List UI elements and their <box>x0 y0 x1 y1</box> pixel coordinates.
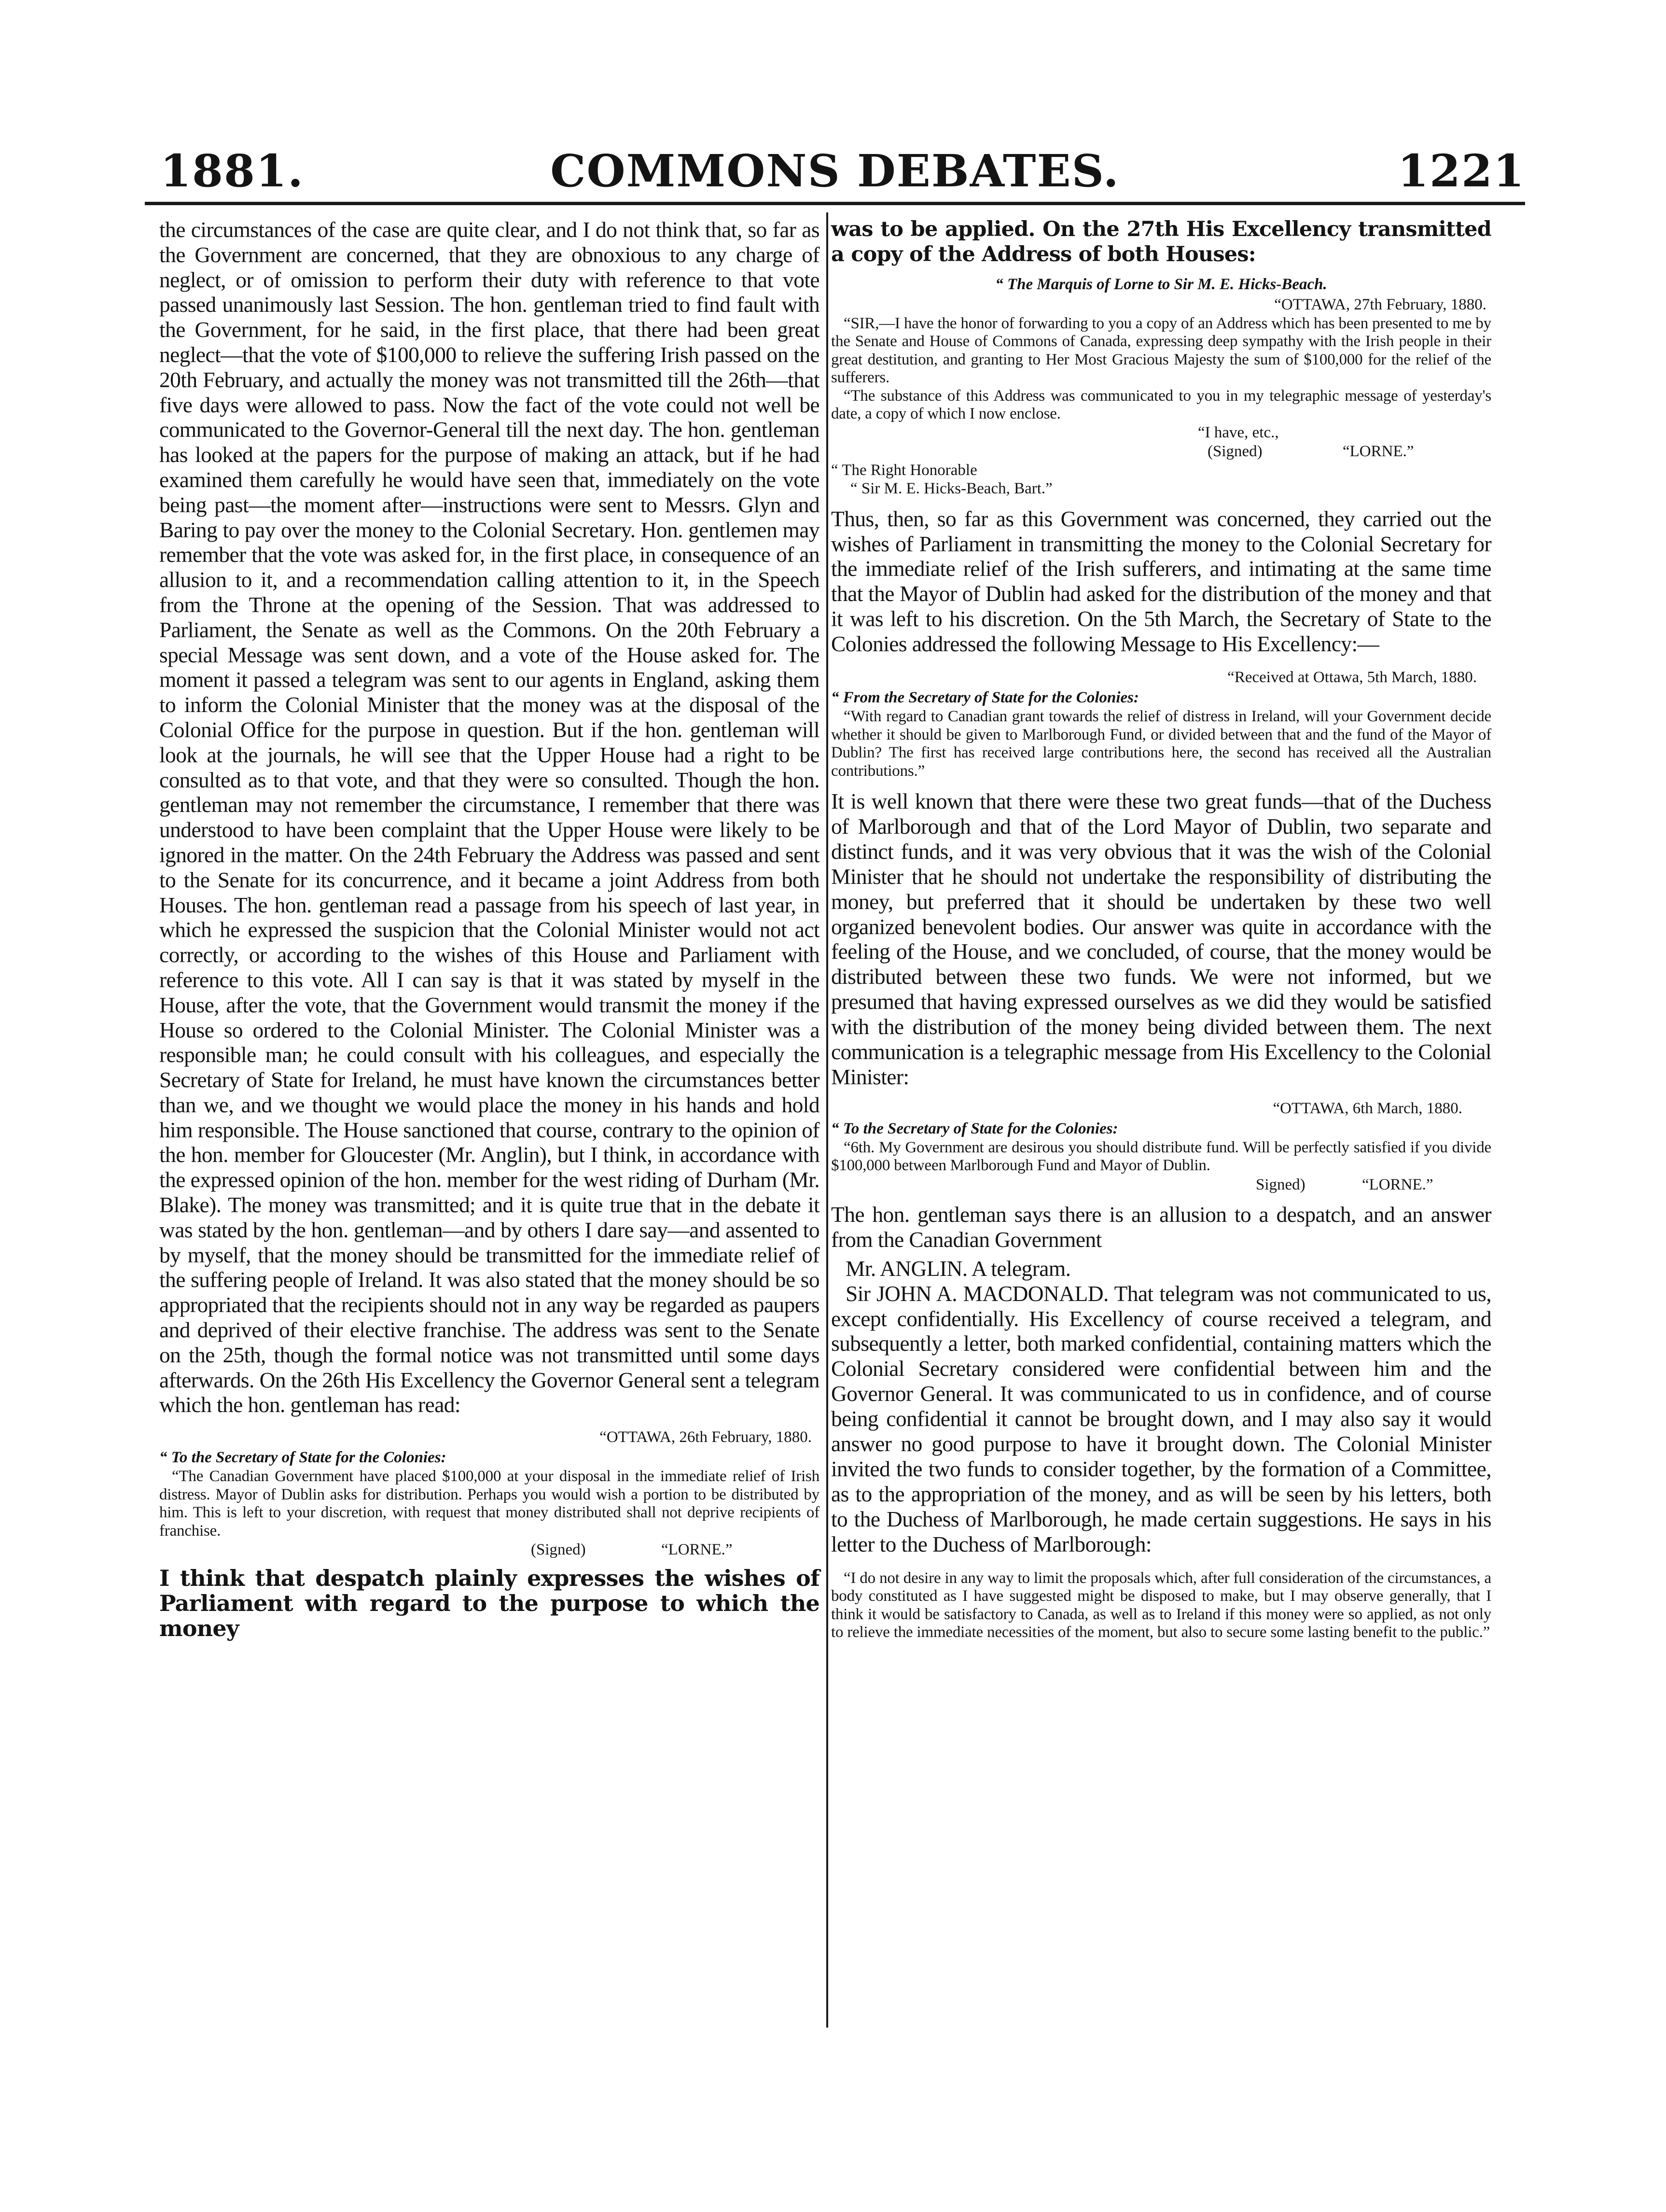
signer-name: “LORNE.” <box>661 1541 733 1559</box>
addressee-line: “ The Right Honorable <box>831 461 977 479</box>
left-column <box>159 217 819 1641</box>
quoted-letter: “I do not desire in any way to limit the proposals which, after full consideration of the circumstances, a body constituted as I have suggested might be disposed to make, but I may observe generally, that I think it would be satisfactory to Canada, as well as to Ireland if this money were so applied, as not only to relieve the immediate necessities of the moment, but also to secure some lasting benefit to the public.” <box>831 1569 1491 1641</box>
right-column <box>831 217 1491 1642</box>
page-header <box>145 145 1525 203</box>
body-paragraph: Sir JOHN A. MACDONALD. That telegram was not communicated to us, except confidentially. His Excellency of course received a telegram, and subsequently a letter, both marked confidential, containing matters which the Colonial Secretary considered were confidential between him and the Governor General. It was communicated to us in confidence, and of course being confidential it cannot be brought down, and I may also say it would answer no good purpose to have it brought down. The Colonial Minister invited the two funds to consider together, by the formation of a Committee, as to the appropriation of the money, and as will be seen by his letters, both to the Duchess of Marlborough, he made certain suggestions. He says in his letter to the Duchess of Marlborough: <box>831 1281 1491 1556</box>
letter-heading: “ The Marquis of Lorne to Sir M. E. Hicks-Beach. <box>995 275 1327 293</box>
signed-label: (Signed) <box>1208 442 1263 460</box>
addressee-line: “ To the Secretary of State for the Colonies: <box>159 1449 446 1467</box>
addressee-line: “ Sir M. E. Hicks-Beach, Bart.” <box>850 479 1053 497</box>
body-paragraph: The hon. gentleman says there is an allusion to a despatch, and an answer from the Canadian Government <box>831 1202 1491 1252</box>
signer-name: “LORNE.” <box>1343 442 1414 460</box>
header-title: COMMONS DEBATES. <box>550 145 1120 197</box>
body-paragraph: I think that despatch plainly expresses the wishes of Parliament with regard to the purpose to which the money <box>159 1565 819 1641</box>
speaker-line: Mr. ANGLIN. A telegram. <box>846 1256 1071 1281</box>
quoted-telegram: “The Canadian Government have placed $100,000 at your disposal in the immediate relief of Irish distress. Mayor of Dublin asks for distribution. Perhaps you would wish a portion to be distributed by him. This is left to your discretion, with request that money distributed shall not deprive recipients of franchise. <box>159 1468 819 1540</box>
sender-line: “ From the Secretary of State for the Colonies: <box>831 689 1139 707</box>
letter-body: “The substance of this Address was communicated to you in my telegraphic message of yesterday's date, a copy of which I now enclose. <box>831 387 1491 423</box>
signature-line <box>831 1175 1491 1194</box>
body-paragraph: Thus, then, so far as this Government was concerned, they carried out the wishes of Parliament in transmitting the money to the Colonial Secretary for the immediate relief of the Irish sufferers, and intimating at the same time that the Mayor of Dublin had asked for the distribution of the money and that it was left to his discretion. On the 5th March, the Secretary of State to the Colonies addressed the following Message to His Excellency:— <box>831 506 1491 657</box>
signed-label: Signed) <box>1256 1176 1305 1193</box>
dateline: “Received at Ottawa, 5th March, 1880. <box>1227 669 1477 686</box>
letter-closing: “I have, etc., <box>1198 423 1279 441</box>
body-paragraph: was to be applied. On the 27th His Excellency transmitted a copy of the Address of both Houses: <box>831 217 1491 266</box>
signer-name: “LORNE.” <box>1362 1176 1433 1193</box>
letter-body: “SIR,—I have the honor of forwarding to you a copy of an Address which has been presented to me by the Senate and House of Commons of Canada, expressing deep sympathy with the Irish people in their great destitution, and granting to Her Most Gracious Majesty the sum of $100,000 for the relief of the sufferers. <box>831 314 1491 387</box>
header-rule <box>145 202 1525 205</box>
addressee-line: “ To the Secretary of State for the Colonies: <box>831 1120 1118 1137</box>
dateline: “OTTAWA, 6th March, 1880. <box>1273 1099 1462 1117</box>
body-paragraph: It is well known that there were these two great funds—that of the Duchess of Marlborough and that of the Lord Mayor of Dublin, two separate and distinct funds, and it was very obvious that it was the wish of the Colonial Minister that he should not undertake the responsibility of distributing the money, but preferred that it should be undertaken by these two well organized benevolent bodies. Our answer was quite in accordance with the feeling of the House, and we concluded, of course, that the money would be distributed between these two funds. We were not informed, but we presumed that having expressed ourselves as we did they would be satisfied with the distribution of the money being divided between them. The next communication is a telegraphic message from His Excellency to the Colonial Minister: <box>831 789 1491 1089</box>
dateline: “OTTAWA, 27th February, 1880. <box>1274 295 1486 313</box>
body-paragraph: the circumstances of the case are quite clear, and I do not think that, so far as the Government are concerned, that they are obnoxious to any charge of neglect, or of omission to perform their duty with reference to that vote passed unanimously last Session. The hon. gentleman tried to find fault with the Government, for he said, in the first place, that there had been great neglect—that the vote of $100,000 to relieve the suffering Irish passed on the 20th February, and actually the money was not transmitted till the 26th—that five days were allowed to pass. Now the fact of the vote could not well be communicated to the Governor-General till the next day. The hon. gentleman has looked at the papers for the purpose of making an attack, but if he had examined them carefully he would have seen that, immediately on the vote being past—the moment after—instructions were sent to Messrs. Glyn and Baring to pay over the money to the Colonial Secretary. Hon. gentlemen may remember that the vote was asked for, in the first place, in consequence of an allusion to it, and a recommendation calling attention to it, in the Speech from the Throne at the opening of the Session. That was addressed to Parliament, the Senate as well as the Commons. On the 20th February a special Message was sent down, and a vote of the House asked for. The moment it passed a telegram was sent to our agents in England, asking them to inform the Colonial Minister that the money was at the disposal of the Colonial Office for the purpose in question. But if the hon. gentleman will look at the journals, he will see that the Upper House had a right to be consulted as to that vote, and that they were so consulted. Though the hon. gentleman may not remember the circumstance, I remember that there was understood to have been complaint that the Upper House were likely to be ignored in the matter. On the 24th February the Address was passed and sent to the Senate for its concurrence, and it became a joint Address from both Houses. The hon. gentleman read a passage from his speech of last year, in which he expressed the suspicion that the Colonial Minister would not act correctly, or according to the wishes of this House and Parliament with reference to this vote. All I can say is that it was stated by myself in the House, after the vote, that the Government would transmit the money if the House so ordered to the Colonial Minister. The Colonial Minister was a responsible man; he could consult with his colleagues, and especially the Secretary of State for Ireland, he must have known the circumstances better than we, and we thought we would place the money in his hands and hold him responsible. The House sanctioned that course, contrary to the opinion of the hon. member for Gloucester (Mr. Anglin), but I think, in accordance with the expressed opinion of the hon. member for the west riding of Durham (Mr. Blake). The money was transmitted; and it is quite true that in the debate it was stated by the hon. gentleman—and by others I dare say—and assented to by myself, that the money should be transmitted for the immediate relief of the suffering people of Ireland. It was also stated that the money should be so appropriated that the recipients should not in any way be regarded as paupers and deprived of their elective franchise. The address was sent to the Senate on the 25th, though the formal notice was not transmitted until some days afterwards. On the 26th His Excellency the Governor General sent a telegram which the hon. gentleman has read: <box>159 217 819 1417</box>
signature-line <box>831 442 1491 461</box>
quoted-telegram: “6th. My Government are desirous you should distribute fund. Will be perfectly satisfied if you divide $100,000 between Marlborough Fund and Mayor of Dublin. <box>831 1138 1491 1175</box>
column-divider <box>826 212 828 2028</box>
signed-label: (Signed) <box>531 1541 586 1559</box>
dateline: “OTTAWA, 26th February, 1880. <box>599 1428 812 1446</box>
header-year: 1881. <box>160 145 305 197</box>
quoted-telegram: “With regard to Canadian grant towards the relief of distress in Ireland, will your Government decide whether it should be given to Marlborough Fund, or divided between that and the fund of the Mayor of Dublin? The first has received large contributions here, the second has received all the Australian contributions.” <box>831 708 1491 780</box>
signature-line <box>159 1540 819 1559</box>
header-page-number: 1221 <box>1397 145 1525 197</box>
